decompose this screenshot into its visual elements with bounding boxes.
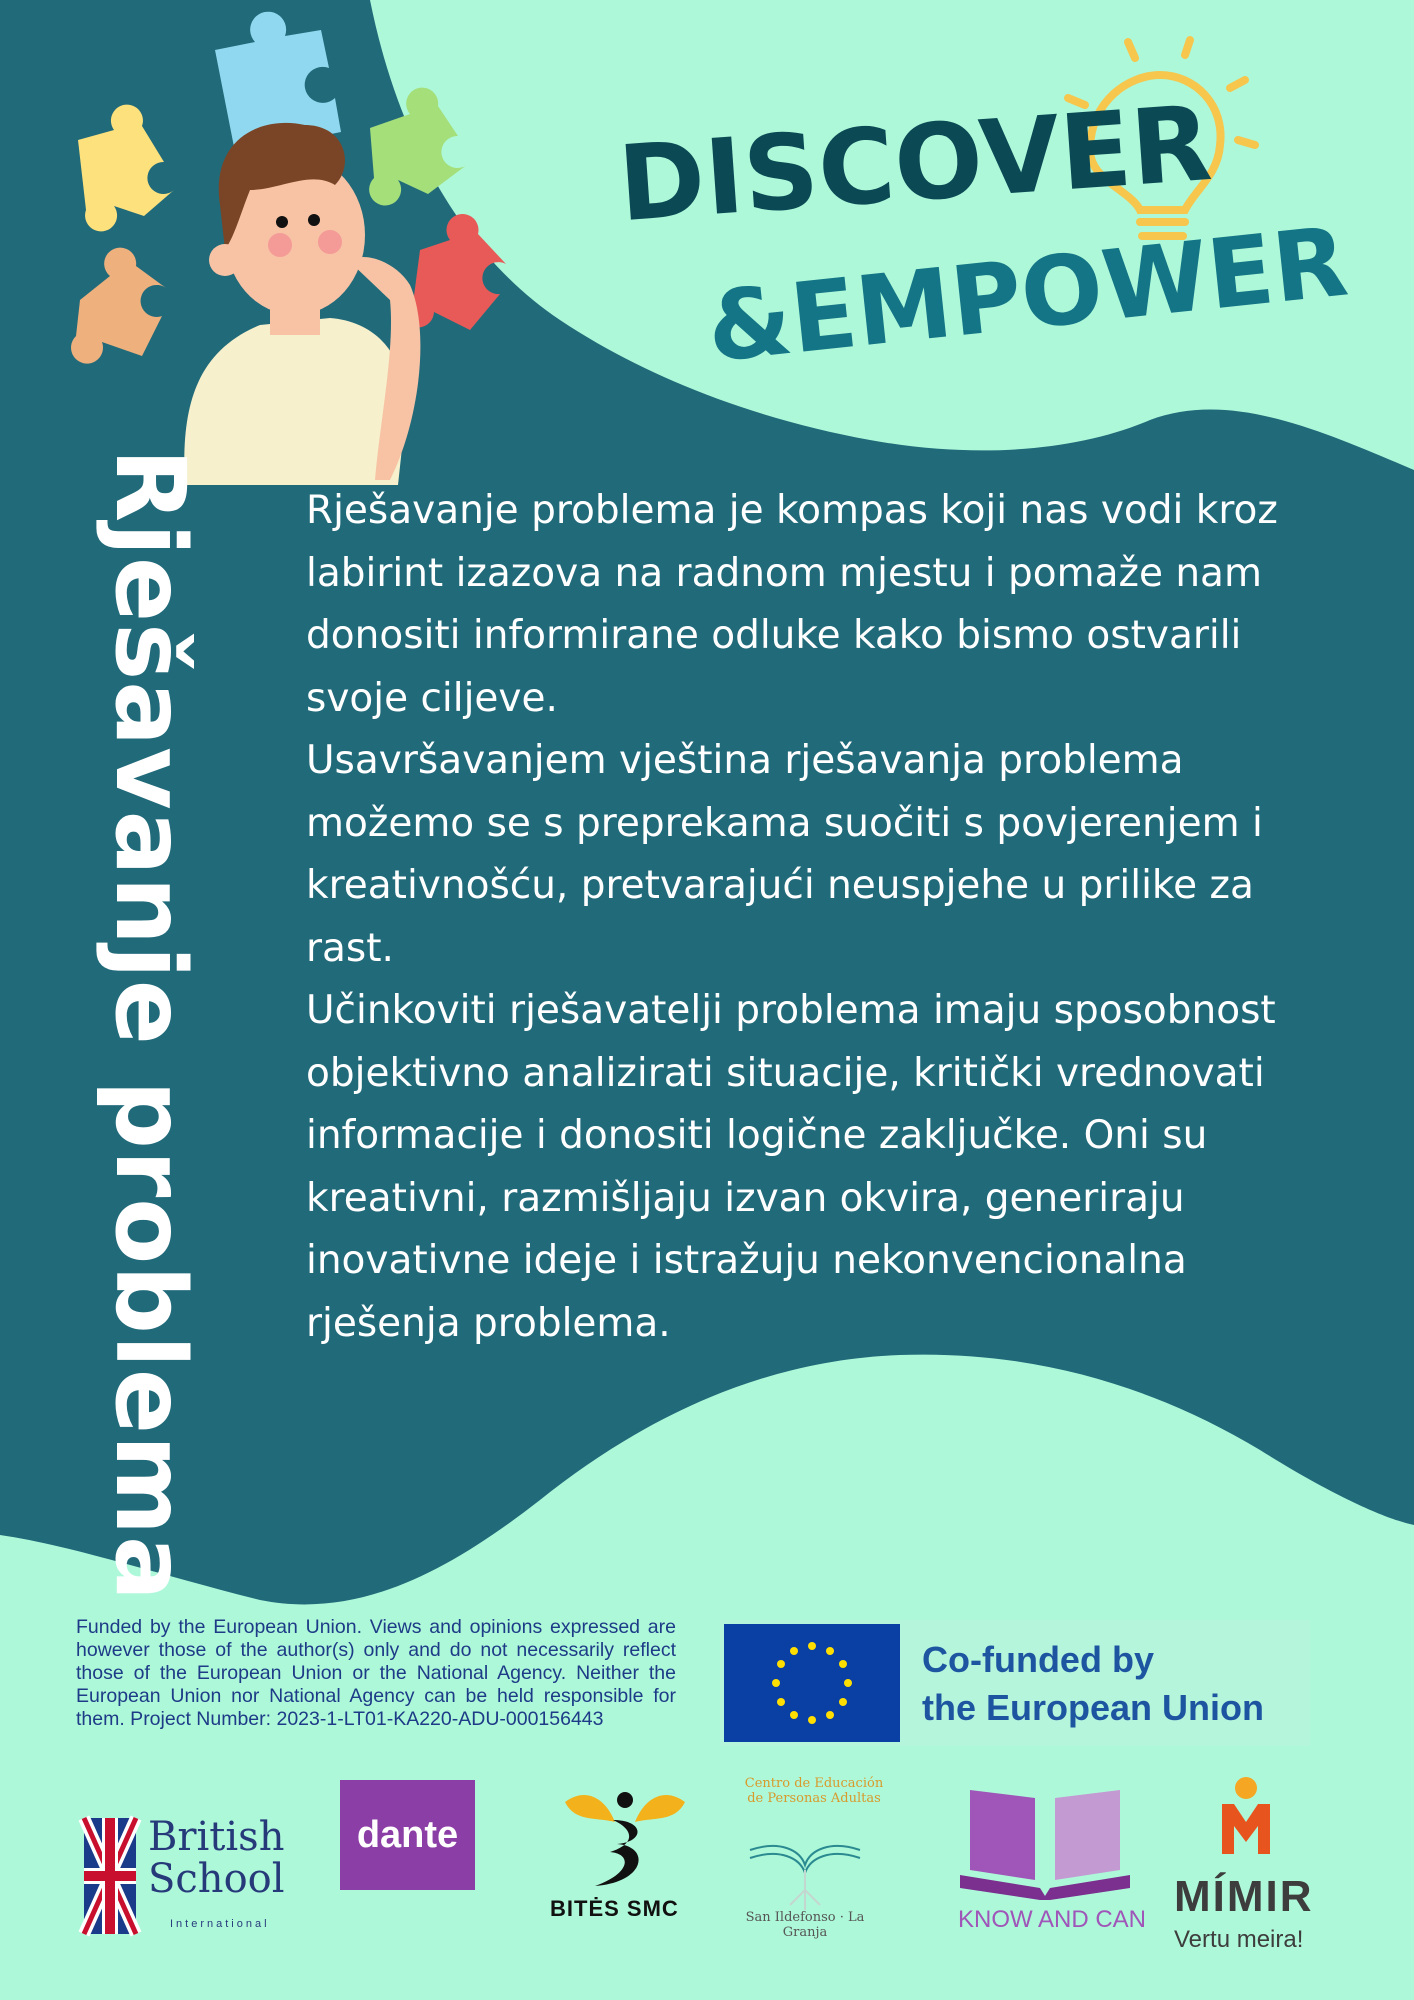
paragraph-2: Usavršavanjem vještina rješavanja problema možemo se s preprekama suočiti s povjerenjem i kreativnošću, pretvarajući neuspjehe u prilike za rast. [306, 738, 1263, 971]
main-text [306, 480, 1346, 1355]
paragraph-3: Učinkoviti rješavatelji problema imaju sposobnost objektivno analizirati situacije, kritički vrednovati informacije i donositi logične zaključke. Oni su kreativni, razmišljaju izvan okvira, generiraju inovativne ideje i istražuju nekonvencionalna rješenja problema. [306, 988, 1276, 1346]
british-school-logo [148, 1816, 285, 1900]
british-school-sub: International [170, 1918, 270, 1930]
british-flag-icon [84, 1818, 136, 1934]
side-title: Rješavanje problema [94, 448, 206, 1602]
book-icon [960, 1780, 1130, 1900]
dante-logo: dante [340, 1780, 475, 1890]
centro-logo-top: Centro de Educación de Personas Adultas [744, 1776, 884, 1806]
centro-logo-bottom: San Ildefonso · La Granja [745, 1910, 865, 1940]
discover-empower-logo [610, 82, 1353, 385]
eu-line-2: the European Union [922, 1687, 1264, 1728]
mimir-logo: MÍMIR [1174, 1872, 1314, 1921]
eu-flag-stars-icon [724, 1624, 900, 1742]
bites-logo: BITĖS SMC [550, 1896, 679, 1921]
side-title-container [50, 448, 250, 1602]
british-school-line2: School [148, 1856, 285, 1902]
eu-line-1: Co-funded by [922, 1639, 1154, 1680]
mimir-icon [1218, 1776, 1274, 1856]
eu-disclaimer: Funded by the European Union. Views and opinions expressed are however those of the author(s) only and do not necessarily reflect those of the European Union or the National Agency. Neither the European Union nor National Agency can be held responsible for them. Project Number: 2023-1-LT01-KA220-ADU-000156443 [76, 1616, 676, 1730]
bites-logo-icon [555, 1782, 695, 1894]
british-school-line1: British [148, 1814, 285, 1860]
mimir-slogan: Vertu meira! [1174, 1926, 1304, 1953]
paragraph-1: Rješavanje problema je kompas koji nas vodi kroz labirint izazova na radnom mjestu i pomaže nam donositi informirane odluke kako bismo ostvarili svoje ciljeve. [306, 488, 1278, 721]
know-and-can-logo: KNOW AND CAN [958, 1906, 1147, 1933]
logo-line-discover: DISCOVER [614, 82, 1216, 246]
logo-line-empower: &EMPOWER [702, 205, 1353, 385]
eu-cofunded-text [922, 1636, 1264, 1732]
